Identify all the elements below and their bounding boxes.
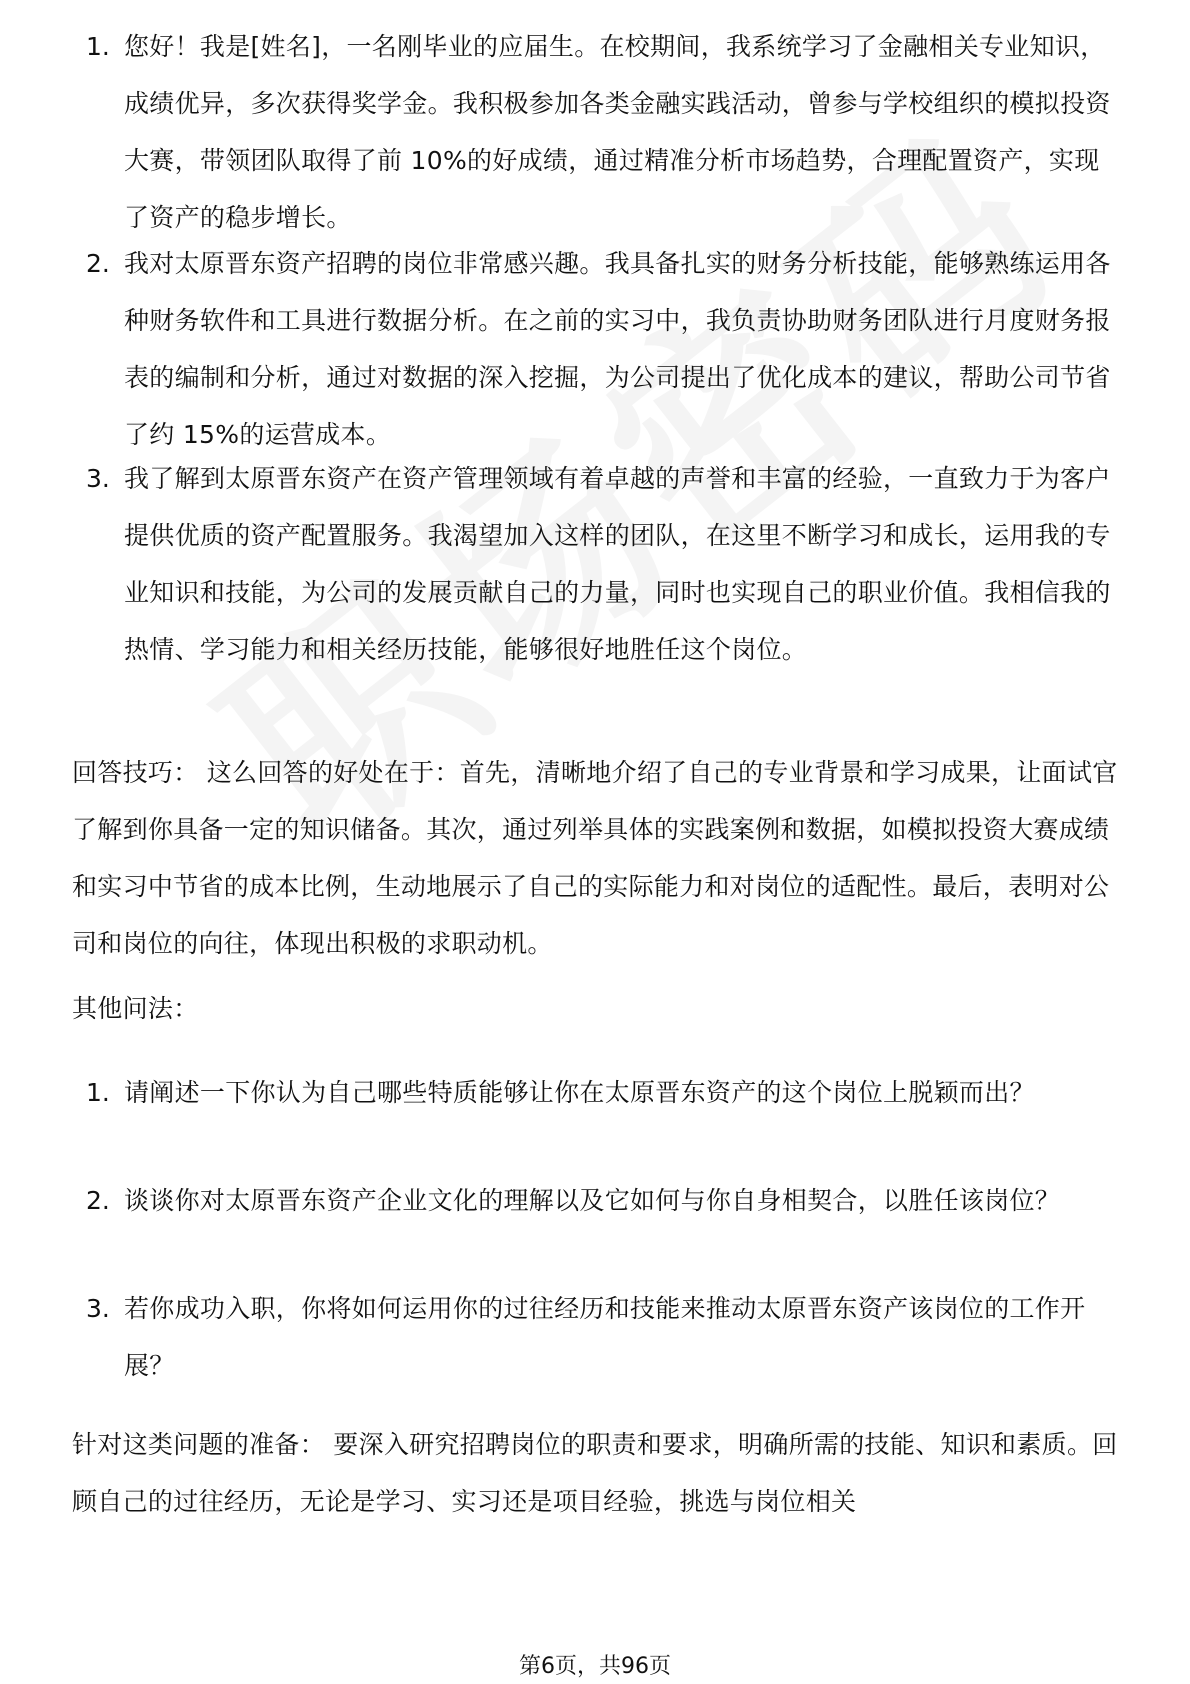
list-item-text: 谈谈你对太原晋东资产企业文化的理解以及它如何与你自身相契合，以胜任该岗位？ <box>124 1186 1061 1215</box>
list-item-text: 若你成功入职，你将如何运用你的过往经历和技能来推动太原晋东资产该岗位的工作开展？ <box>124 1294 1086 1380</box>
other-questions-heading: 其他问法： <box>72 994 199 1023</box>
page-number: 第6页，共96页 <box>519 1654 671 1679</box>
list-item <box>0 16 1190 232</box>
list-number: 1. <box>86 1078 110 1107</box>
list-number: 1. <box>86 32 110 61</box>
list-item-text: 您好！我是[姓名]，一名刚毕业的应届生。在校期间，我系统学习了金融相关专业知识，成绩优异，多次获得奖学金。我积极参加各类金融实践活动，曾参与学校组织的模拟投资大赛，带领团队取得了前 10%的好成绩，通过精准分析市场趋势，合理配置资产，实现了资产的稳步增长。 <box>124 32 1111 232</box>
preparation-advice: 针对这类问题的准备： 要深入研究招聘岗位的职责和要求，明确所需的技能、知识和素质。回顾自己的过往经历，无论是学习、实习还是项目经验，挑选与岗位相关 <box>72 1430 1118 1516</box>
list-item-text: 我对太原晋东资产招聘的岗位非常感兴趣。我具备扎实的财务分析技能，能够熟练运用各种财务软件和工具进行数据分析。在之前的实习中，我负责协助财务团队进行月度财务报表的编制和分析，通过对数据的深入挖掘，为公司提出了优化成本的建议，帮助公司节省了约 15%的运营成本。 <box>124 249 1111 449</box>
list-number: 3. <box>86 464 110 493</box>
list-number: 2. <box>86 249 110 278</box>
list-number: 3. <box>86 1294 110 1323</box>
list-item-text: 请阐述一下你认为自己哪些特质能够让你在太原晋东资产的这个岗位上脱颖而出？ <box>124 1078 1035 1107</box>
list-number: 2. <box>86 1186 110 1215</box>
answer-tips: 回答技巧： 这么回答的好处在于：首先，清晰地介绍了自己的专业背景和学习成果，让面试官了解到你具备一定的知识储备。其次，通过列举具体的实践案例和数据，如模拟投资大赛成绩和实习中节省的成本比例，生动地展示了自己的实际能力和对岗位的适配性。最后，表明对公司和岗位的向往，体现出积极的求职动机。 <box>72 758 1118 958</box>
list-item-text: 我了解到太原晋东资产在资产管理领域有着卓越的声誉和丰富的经验，一直致力于为客户提供优质的资产配置服务。我渴望加入这样的团队，在这里不断学习和成长，运用我的专业知识和技能，为公司的发展贡献自己的力量，同时也实现自己的职业价值。我相信我的热情、学习能力和相关经历技能，能够很好地胜任这个岗位。 <box>124 464 1111 664</box>
